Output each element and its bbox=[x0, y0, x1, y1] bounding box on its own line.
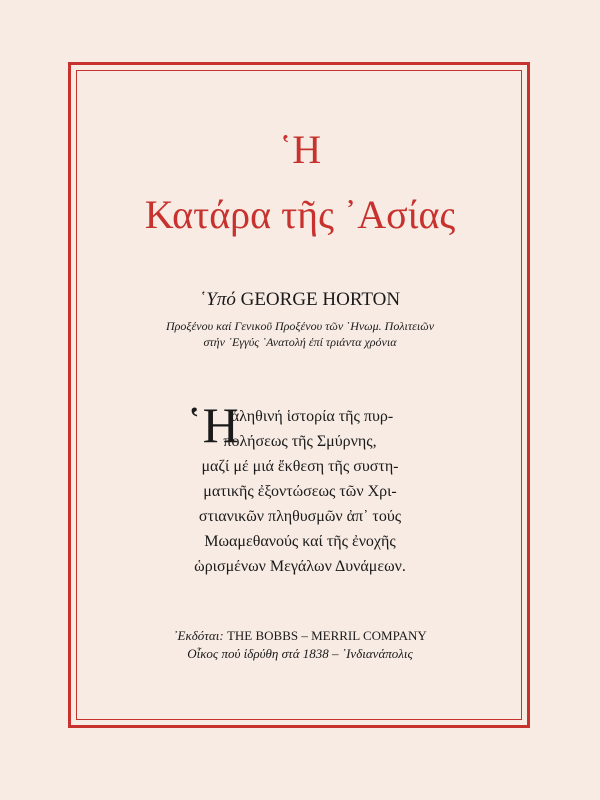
description-line: πολήσεως τῆς Σμύρνης, bbox=[223, 433, 377, 450]
description-line: μαζί μέ μιά ἔκθεση τῆς συστη- bbox=[201, 458, 399, 475]
author-name: GEORGE HORTON bbox=[240, 289, 401, 310]
description-line: ὡρισμένων Μεγάλων Δυνάμεων. bbox=[194, 558, 406, 575]
title-main: Κατάρα τῆς ᾿Ασίας bbox=[144, 192, 456, 237]
author-prefix: ῾Υπό bbox=[199, 289, 236, 310]
publisher-address: Οἶκος πού ἱδρύθη στά 1838 – ᾿Ινδιανάπολις bbox=[187, 646, 413, 661]
publisher-line bbox=[0, 628, 600, 644]
description-line: Μωαμεθανούς καί τῆς ἐνοχῆς bbox=[204, 533, 396, 550]
author-line bbox=[0, 289, 600, 311]
description-dropcap: ῾Η bbox=[186, 397, 239, 453]
publisher-name: THE BOBBS – MERRIL COMPANY bbox=[226, 628, 427, 643]
description-line: ἀληθινή ἱστορία τῆς πυρ- bbox=[230, 408, 394, 425]
publisher-prefix: ᾿Εκδόται: bbox=[173, 628, 224, 643]
description-line: στιανικῶν πληθυσμῶν ἀπ᾿ τούς bbox=[198, 508, 402, 525]
description-line: ματικῆς ἐξοντώσεως τῶν Χρι- bbox=[203, 483, 397, 500]
author-description-line-2: στήν ᾿Εγγύς ᾿Ανατολή ἐπί τριάντα χρόνια bbox=[203, 335, 397, 349]
title-article: ῾Η bbox=[278, 127, 322, 172]
author-description-line-1: Προξένου καί Γενικοῦ Προξένου τῶν ῾Ηνωμ. Πολιτειῶν bbox=[165, 319, 435, 333]
